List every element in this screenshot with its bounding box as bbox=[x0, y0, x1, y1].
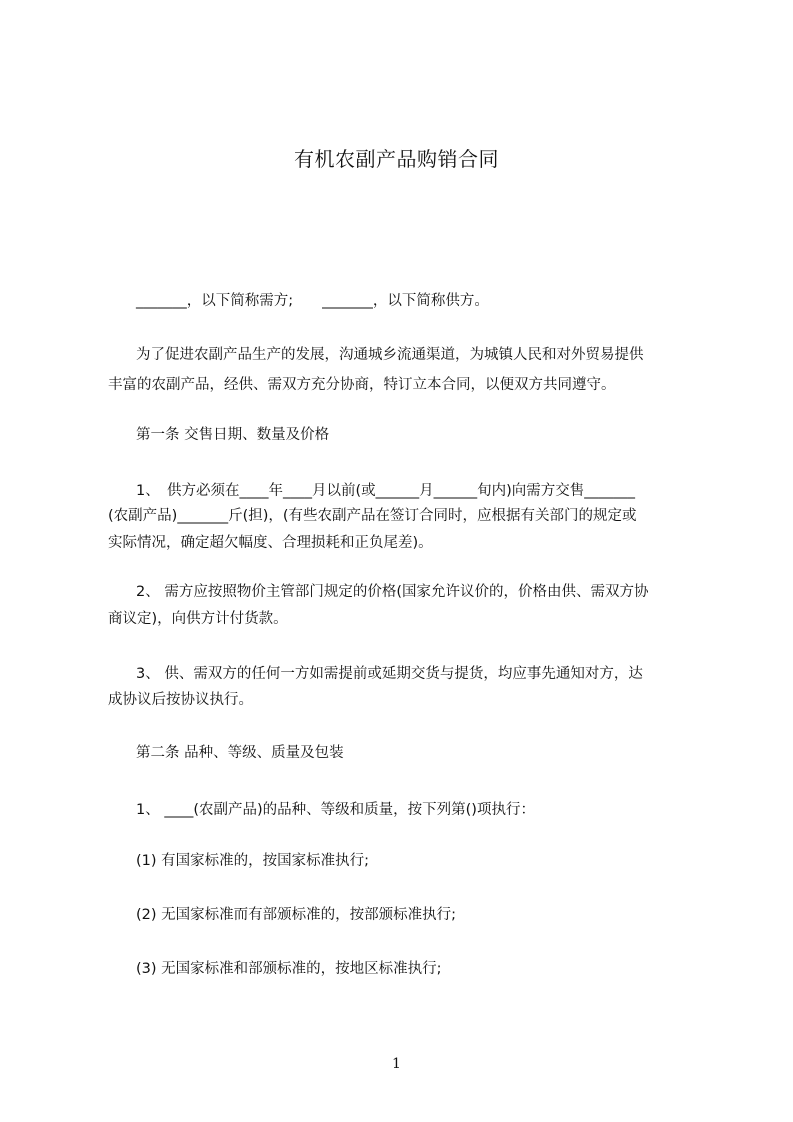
clause-1-2-line-2: 商议定)，向供方计付货款。 bbox=[108, 611, 288, 627]
item-3: (3) 无国家标准和部颁标准的，按地区标准执行; bbox=[136, 961, 442, 977]
preamble-line-1: 为了促进农副产品生产的发展，沟通城乡流通渠道，为城镇人民和对外贸易提供 bbox=[136, 347, 644, 363]
item-1: (1) 有国家标准的，按国家标准执行; bbox=[136, 853, 370, 869]
item-2: (2) 无国家标准而有部颁标准的，按部颁标准执行; bbox=[136, 907, 457, 923]
document-title: 有机农副产品购销合同 bbox=[294, 147, 499, 171]
parties-line: _______，以下简称需方; _______，以下简称供方。 bbox=[136, 293, 489, 309]
clause-1-3-line-1: 3、 供、需双方的任何一方如需提前或延期交货与提货，均应事先通知对方，达 bbox=[136, 666, 643, 682]
preamble-line-2: 丰富的农副产品，经供、需双方充分协商，特订立本合同，以便双方共同遵守。 bbox=[108, 377, 616, 393]
clause-1-3-line-2: 成协议后按协议执行。 bbox=[108, 692, 253, 708]
clause-1-1-line-2: (农副产品)_______斤(担)，(有些农副产品在签订合同时，应根据有关部门的规定或 bbox=[108, 508, 637, 524]
article-1-heading: 第一条 交售日期、数量及价格 bbox=[136, 427, 330, 443]
clause-1-1-line-3: 实际情况，确定超欠幅度、合理损耗和正负尾差)。 bbox=[108, 535, 433, 551]
clause-2-1: 1、 ____(农副产品)的品种、等级和质量，按下列第()项执行： bbox=[136, 802, 535, 818]
clause-1-1-line-1: 1、 供方必须在____年____月以前(或______月______旬内)向需方交售_______ bbox=[136, 483, 636, 499]
clause-1-2-line-1: 2、 需方应按照物价主管部门规定的价格(国家允许议价的，价格由供、需双方协 bbox=[136, 584, 649, 600]
page-number: 1 bbox=[392, 1056, 401, 1072]
article-2-heading: 第二条 品种、等级、质量及包装 bbox=[136, 745, 344, 761]
